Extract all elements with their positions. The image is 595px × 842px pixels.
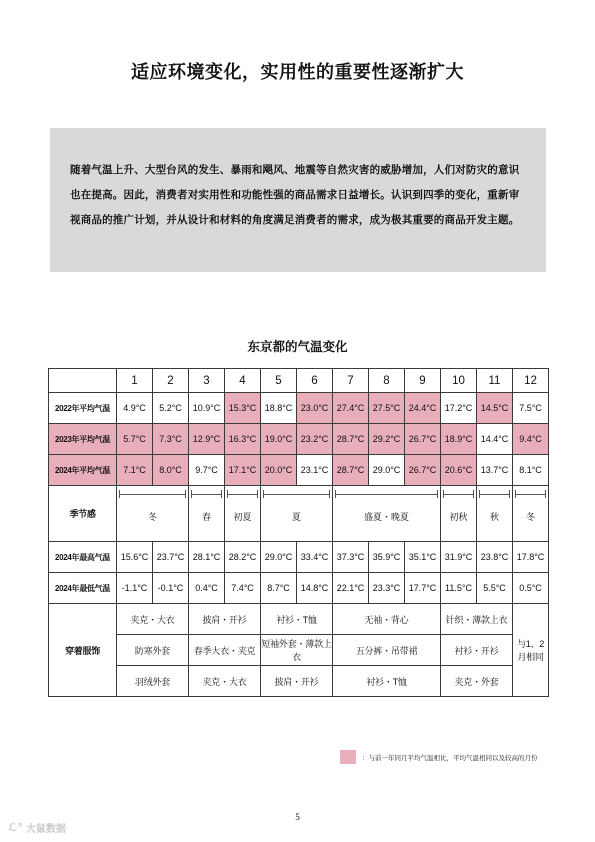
wear-item: 五分裤・吊带裙 (333, 635, 441, 666)
month-header: 3 (189, 369, 225, 393)
wear-item: 夹克・大衣 (189, 666, 261, 697)
temp-cell-highlighted: 23.2°C (297, 424, 333, 455)
month-header: 12 (513, 369, 549, 393)
wear-item: 春季大衣・夹克 (189, 635, 261, 666)
temp-cell: 0.4°C (189, 573, 225, 604)
season-name: 初秋 (449, 513, 468, 523)
temperature-table (48, 368, 549, 697)
temp-cell-highlighted: 18.9°C (441, 424, 477, 455)
legend (340, 750, 538, 764)
wear-item: 夹克・大衣 (117, 604, 189, 635)
temp-cell-highlighted: 27.5°C (369, 393, 405, 424)
temp-cell: 14.4°C (477, 424, 513, 455)
wear-item: 无袖・背心 (333, 604, 441, 635)
temp-cell-highlighted: 14.5°C (477, 393, 513, 424)
temp-cell: 22.1°C (333, 573, 369, 604)
temp-cell-highlighted: 12.9°C (189, 424, 225, 455)
temp-cell: 7.4°C (225, 573, 261, 604)
wear-note: 与1、2月相同 (513, 604, 549, 697)
temp-cell: 10.9°C (189, 393, 225, 424)
row-label: 2022年平均气温 (49, 393, 117, 424)
temp-cell: 28.1°C (189, 542, 225, 573)
season-cell (261, 486, 333, 542)
temp-cell: 23.1°C (297, 455, 333, 486)
month-header: 4 (225, 369, 261, 393)
page-title: 适应环境变化，实用性的重要性逐渐扩大 (131, 62, 464, 83)
temp-cell-highlighted: 28.7°C (333, 424, 369, 455)
legend-text: ：与前一年同月平均气温相比，平均气温相同以及较高的月份 (362, 753, 538, 762)
season-cell (513, 486, 549, 542)
temp-cell: 4.9°C (117, 393, 153, 424)
season-name: 初夏 (233, 513, 252, 523)
temp-cell-highlighted: 17.1°C (225, 455, 261, 486)
temp-cell: 8.7°C (261, 573, 297, 604)
temp-cell: 23.3°C (369, 573, 405, 604)
season-name: 冬 (147, 513, 157, 523)
avg-2022-row (49, 393, 549, 424)
row-label: 季节感 (49, 486, 117, 542)
row-label: 穿着服饰 (49, 604, 117, 697)
temp-cell-highlighted: 19.0°C (261, 424, 297, 455)
temp-cell: 17.2°C (441, 393, 477, 424)
wear-row-1 (49, 604, 549, 635)
temp-cell-highlighted: 8.0°C (153, 455, 189, 486)
season-cell (441, 486, 477, 542)
temp-cell-highlighted: 28.7°C (333, 455, 369, 486)
temp-cell-highlighted: 5.7°C (117, 424, 153, 455)
corner-cell (49, 369, 117, 393)
season-cell (225, 486, 261, 542)
temp-cell: 13.7°C (477, 455, 513, 486)
temp-cell: 15.6°C (117, 542, 153, 573)
wear-row-3 (49, 666, 549, 697)
season-name: 秋 (489, 513, 499, 523)
mouse-logo-icon: ℒ° (8, 821, 23, 834)
wear-item: 衬衫・开衫 (441, 635, 513, 666)
temp-cell: 5.5°C (477, 573, 513, 604)
wear-item: 披肩・开衫 (189, 604, 261, 635)
season-cell (477, 486, 513, 542)
temp-cell: 37.3°C (333, 542, 369, 573)
temp-cell-highlighted: 20.0°C (261, 455, 297, 486)
wear-item: 夹克・外套 (441, 666, 513, 697)
month-header-row (49, 369, 549, 393)
season-row (49, 486, 549, 542)
temp-cell: 14.8°C (297, 573, 333, 604)
temp-cell: 35.1°C (405, 542, 441, 573)
wear-row-2 (49, 635, 549, 666)
season-name: 春 (201, 513, 211, 523)
row-label: 2023年平均气温 (49, 424, 117, 455)
season-name: 盛夏・晚夏 (363, 513, 409, 523)
avg-2024-row (49, 455, 549, 486)
temp-cell: 28.2°C (225, 542, 261, 573)
temp-cell: 11.5°C (441, 573, 477, 604)
watermark-text: 大鼠数据 (25, 824, 66, 835)
avg-2023-row (49, 424, 549, 455)
temp-cell: 29.0°C (261, 542, 297, 573)
temp-cell-highlighted: 9.4°C (513, 424, 549, 455)
row-label: 2024年最低气温 (49, 573, 117, 604)
temp-cell-highlighted: 20.6°C (441, 455, 477, 486)
month-header: 2 (153, 369, 189, 393)
month-header: 6 (297, 369, 333, 393)
temp-cell: 0.5°C (513, 573, 549, 604)
wear-item: 羽绒外套 (117, 666, 189, 697)
watermark (8, 820, 66, 835)
temp-cell-highlighted: 24.4°C (405, 393, 441, 424)
table-title: 东京都的气温变化 (247, 339, 348, 354)
temp-cell-highlighted: 7.3°C (153, 424, 189, 455)
temp-cell: 7.5°C (513, 393, 549, 424)
temp-cell: 18.8°C (261, 393, 297, 424)
month-header: 10 (441, 369, 477, 393)
max-2024-row (49, 542, 549, 573)
month-header: 7 (333, 369, 369, 393)
legend-swatch (340, 750, 356, 764)
row-label: 2024年平均气温 (49, 455, 117, 486)
month-header: 9 (405, 369, 441, 393)
wear-item: 衬衫・T恤 (261, 604, 333, 635)
month-header: 1 (117, 369, 153, 393)
temp-cell: 17.7°C (405, 573, 441, 604)
temp-cell-highlighted: 29.2°C (369, 424, 405, 455)
wear-item: 针织・薄款上衣 (441, 604, 513, 635)
month-header: 8 (369, 369, 405, 393)
temp-cell: 9.7°C (189, 455, 225, 486)
month-header: 5 (261, 369, 297, 393)
season-name: 冬 (525, 513, 535, 523)
temp-cell: 31.9°C (441, 542, 477, 573)
season-cell (333, 486, 441, 542)
month-header: 11 (477, 369, 513, 393)
temp-cell-highlighted: 15.3°C (225, 393, 261, 424)
temp-cell: 8.1°C (513, 455, 549, 486)
temp-cell: 23.8°C (477, 542, 513, 573)
temp-cell-highlighted: 16.3°C (225, 424, 261, 455)
min-2024-row (49, 573, 549, 604)
temp-cell: 35.9°C (369, 542, 405, 573)
wear-item: 短袖外套・薄款上衣 (261, 635, 333, 666)
temp-cell: 23.7°C (153, 542, 189, 573)
wear-item: 防寒外套 (117, 635, 189, 666)
temp-cell-highlighted: 7.1°C (117, 455, 153, 486)
temp-cell: 33.4°C (297, 542, 333, 573)
intro-box (50, 128, 546, 272)
temp-cell: 29.0°C (369, 455, 405, 486)
temp-cell: -1.1°C (117, 573, 153, 604)
temp-cell: 17.8°C (513, 542, 549, 573)
temp-cell-highlighted: 26.7°C (405, 455, 441, 486)
intro-text: 随着气温上升、大型台风的发生、暴雨和飓风、地震等自然灾害的威胁增加，人们对防灾的意识也在提高。因此，消费者对实用性和功能性强的商品需求日益增长。认识到四季的变化，重新审视商品的推广计划，并从设计和材料的角度满足消费者的需求，成为极其重要的商品开发主题。 (70, 164, 520, 226)
wear-item: 披肩・开衫 (261, 666, 333, 697)
season-cell (189, 486, 225, 542)
temp-cell: -0.1°C (153, 573, 189, 604)
row-label: 2024年最高气温 (49, 542, 117, 573)
temp-cell: 5.2°C (153, 393, 189, 424)
temp-cell-highlighted: 23.0°C (297, 393, 333, 424)
season-name: 夏 (291, 513, 301, 523)
page-number: 5 (295, 812, 300, 822)
season-cell (117, 486, 189, 542)
temp-cell-highlighted: 27.4°C (333, 393, 369, 424)
wear-item: 衬衫・T恤 (333, 666, 441, 697)
temp-cell-highlighted: 26.7°C (405, 424, 441, 455)
